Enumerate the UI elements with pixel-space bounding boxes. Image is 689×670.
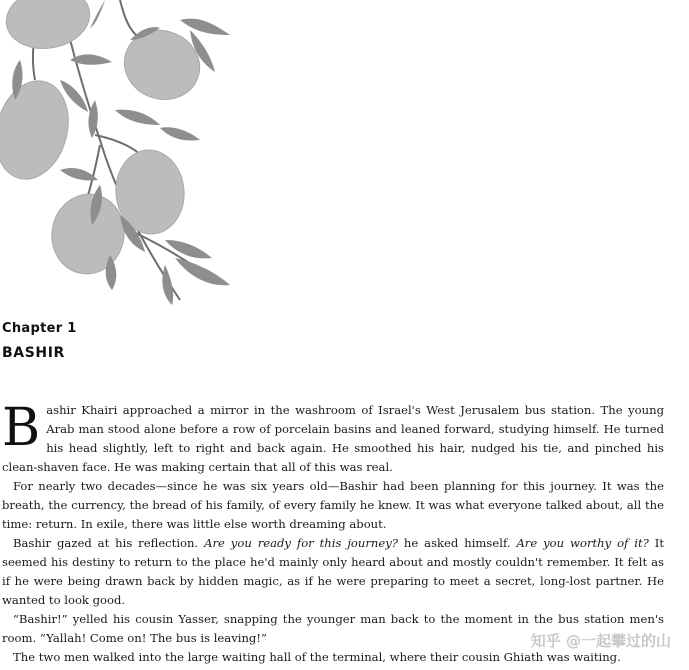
lemon-branch-illustration bbox=[0, 0, 240, 310]
paragraph-3-part-a: Bashir gazed at his reflection. bbox=[13, 536, 205, 550]
paragraph-3-part-c: It seemed his destiny to return to the place he'd mainly only heard about and mostly couldn't remember. It felt as if he were being drawn back by hidden magic, as if he were preparing to meet a secret, long-lost partner. He wanted to look good. bbox=[2, 536, 665, 607]
lemon-2 bbox=[115, 20, 210, 110]
chapter-label: Chapter 1 bbox=[2, 321, 77, 336]
paragraph-2: For nearly two decades—since he was six years old—Bashir had been planning for this journey. It was the breath, the currency, the bread of his family, of every family he knew. It was what everyone talked about, all the time: return. In exile, there was little else worth dreaming about. bbox=[2, 479, 664, 531]
chapter-title: BASHIR bbox=[2, 345, 65, 361]
paragraph-3 bbox=[2, 534, 664, 610]
chapter-body bbox=[2, 398, 665, 667]
paragraph-3-italic-2: Are you worthy of it? bbox=[516, 536, 649, 550]
lemon-1 bbox=[1, 0, 94, 55]
lemons bbox=[0, 0, 209, 280]
paragraph-1 bbox=[2, 398, 664, 477]
paragraph-4: “Bashir!” yelled his cousin Yasser, snapping the younger man back to the moment in the bus station men's room. “Yallah! Come on! The bus is leaving!” bbox=[2, 612, 664, 645]
paragraph-3-italic-1: Are you ready for this journey? bbox=[204, 536, 399, 550]
paragraph-5: The two men walked into the large waiting hall of the terminal, where their cousin Ghiath was waiting. bbox=[13, 650, 621, 664]
watermark: 知乎 @一起攀过的山 bbox=[530, 632, 671, 650]
drop-cap: B bbox=[2, 398, 41, 458]
paragraph-1-text: ashir Khairi approached a mirror in the washroom of Israel's West Jerusalem bus station. The young Arab man stood alone before a row of porcelain basins and leaned forward, studying himself. He turned his head slightly, left to right and back again. He smoothed his hair, nudged his tie, and pinched his clean-shaven face. He was making certain that all of this was real. bbox=[2, 403, 664, 474]
paragraph-3-part-b: he asked himself. bbox=[398, 536, 517, 550]
